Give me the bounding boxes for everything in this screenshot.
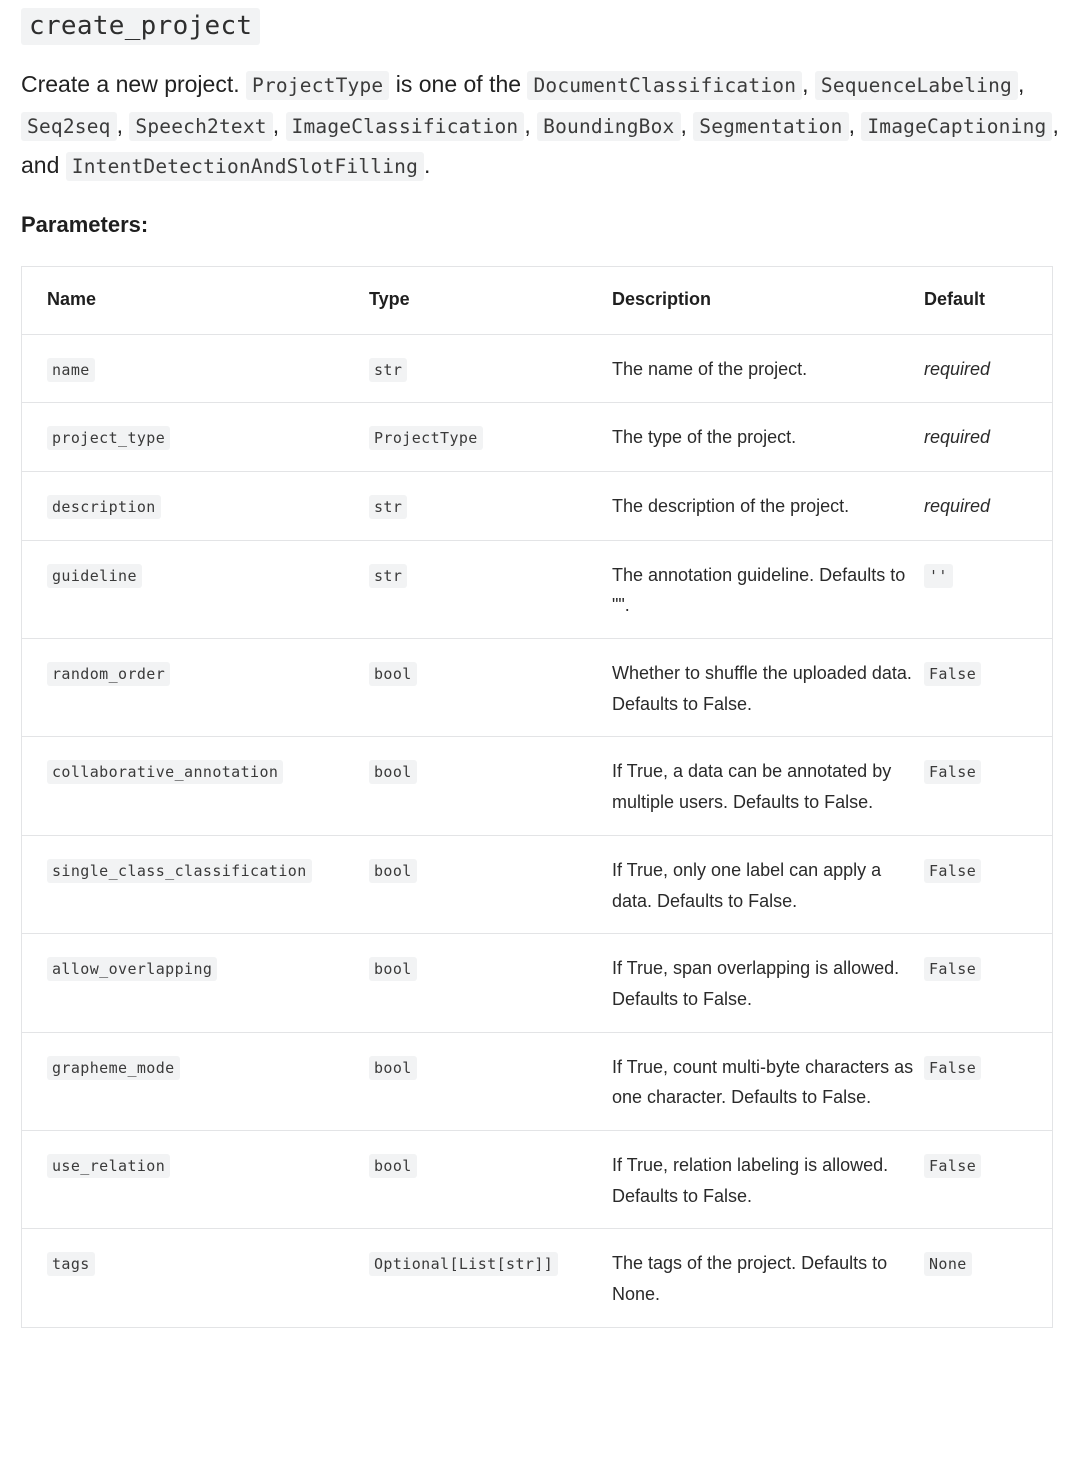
header-type: Type [369,266,612,334]
cell-name [22,934,370,1032]
param-name: guideline [47,564,142,588]
param-name: description [47,495,161,519]
param-name: tags [47,1252,95,1276]
param-name: single_class_classification [47,859,312,883]
parameters-table [21,266,1053,1328]
header-name: Name [22,266,370,334]
code-type: ImageClassification [286,112,525,141]
cell-name [22,334,370,403]
header-default: Default [924,266,1053,334]
cell-name [22,639,370,737]
cell-default [924,471,1053,540]
cell-type [369,737,612,835]
table-body [22,334,1053,1327]
param-type: bool [369,957,417,981]
table-header-row [22,266,1053,334]
cell-default [924,1131,1053,1229]
intro-text-2: is one of the [395,71,522,97]
cell-description: The description of the project. [612,471,924,540]
cell-default [924,835,1053,933]
param-type: str [369,495,407,519]
cell-name [22,1229,370,1327]
cell-default [924,334,1053,403]
cell-default [924,403,1053,472]
code-type: SequenceLabeling [815,71,1018,100]
cell-type [369,1229,612,1327]
param-name: grapheme_mode [47,1056,180,1080]
cell-type [369,540,612,638]
table-row [22,639,1053,737]
param-default: False [924,859,981,883]
cell-name [22,471,370,540]
cell-default [924,1229,1053,1327]
table-row [22,1131,1053,1229]
cell-description: The name of the project. [612,334,924,403]
table-row [22,540,1053,638]
cell-name [22,1131,370,1229]
cell-description: If True, span overlapping is allowed. Defaults to False. [612,934,924,1032]
cell-type [369,334,612,403]
param-default: False [924,1056,981,1080]
table-row [22,737,1053,835]
param-name: use_relation [47,1154,170,1178]
cell-type [369,1032,612,1130]
cell-description: If True, count multi-byte characters as one character. Defaults to False. [612,1032,924,1130]
cell-type [369,835,612,933]
param-type: ProjectType [369,426,483,450]
param-type: bool [369,1154,417,1178]
param-name: collaborative_annotation [47,760,283,784]
cell-type [369,403,612,472]
param-default: required [924,358,991,379]
param-type: Optional[List[str]] [369,1252,558,1276]
param-name: allow_overlapping [47,957,217,981]
code-type: BoundingBox [537,112,680,141]
cell-name [22,403,370,472]
code-type: ImageCaptioning [861,112,1052,141]
table-row [22,1229,1053,1327]
header-description: Description [612,266,924,334]
param-type: str [369,564,407,588]
param-default: False [924,662,981,686]
cell-description: The tags of the project. Defaults to None. [612,1229,924,1327]
param-name: random_order [47,662,170,686]
table-row [22,334,1053,403]
table-row [22,403,1053,472]
cell-description: The annotation guideline. Defaults to "". [612,540,924,638]
param-type: bool [369,859,417,883]
param-type: bool [369,1056,417,1080]
code-type: Speech2text [129,112,272,141]
intro-paragraph: Create a new project. ProjectType is one of the DocumentClassification , SequenceLabeling , Seq2seq , Speech2text , ImageClassification , BoundingBox , Segmentation , ImageCaptioning , and IntentDetectionAndSlotFilling . [21,65,1061,187]
param-default: False [924,760,981,784]
code-projecttype: ProjectType [246,71,389,100]
code-type: Seq2seq [21,112,117,141]
param-name: project_type [47,426,170,450]
param-type: str [369,358,407,382]
param-type: bool [369,662,417,686]
cell-name [22,1032,370,1130]
code-type: Segmentation [693,112,848,141]
param-default: required [924,495,991,516]
table-row [22,1032,1053,1130]
param-default: False [924,957,981,981]
code-type: IntentDetectionAndSlotFilling [66,152,424,181]
cell-description: The type of the project. [612,403,924,472]
param-name: name [47,358,95,382]
cell-description: If True, only one label can apply a data. Defaults to False. [612,835,924,933]
intro-period: . [424,152,431,178]
cell-default [924,934,1053,1032]
table-row [22,934,1053,1032]
param-default: required [924,427,991,448]
function-title: create_project [21,8,260,45]
table-row [22,471,1053,540]
cell-name [22,540,370,638]
param-default: '' [924,564,953,588]
cell-default [924,540,1053,638]
cell-name [22,835,370,933]
table-row [22,835,1053,933]
param-default: False [924,1154,981,1178]
intro-and: , and [21,111,1059,178]
intro-text-1: Create a new project. [21,71,240,97]
param-type: bool [369,760,417,784]
code-type: DocumentClassification [527,71,802,100]
cell-description: If True, relation labeling is allowed. Defaults to False. [612,1131,924,1229]
cell-default [924,639,1053,737]
cell-name [22,737,370,835]
cell-description: If True, a data can be annotated by multiple users. Defaults to False. [612,737,924,835]
cell-type [369,934,612,1032]
cell-type [369,639,612,737]
cell-type [369,471,612,540]
cell-type [369,1131,612,1229]
parameters-heading: Parameters: [21,211,149,237]
cell-default [924,1032,1053,1130]
cell-description: Whether to shuffle the uploaded data. Defaults to False. [612,639,924,737]
param-default: None [924,1252,972,1276]
cell-default [924,737,1053,835]
